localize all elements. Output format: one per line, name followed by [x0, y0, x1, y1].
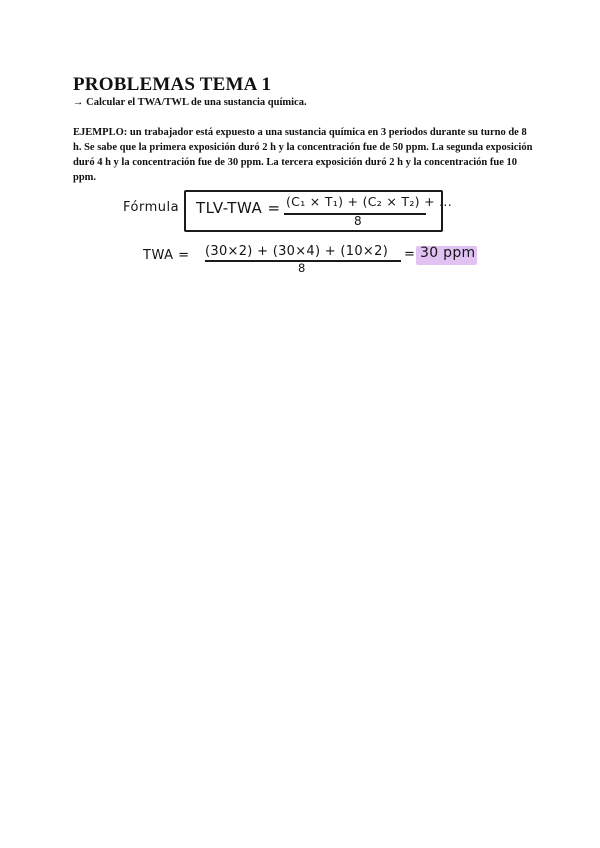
- calculation-equals: =: [404, 247, 415, 262]
- subtitle: → Calcular el TWA/TWL de una sustancia química.: [73, 97, 307, 108]
- calculation-result: 30 ppm: [420, 245, 476, 261]
- page-title: PROBLEMAS TEMA 1: [73, 74, 272, 95]
- example-paragraph: [73, 125, 535, 185]
- formula-denominator: 8: [354, 214, 362, 228]
- formula-numerator: (C₁ × T₁) + (C₂ × T₂) + ...: [286, 194, 452, 209]
- formula-label: Fórmula: [123, 200, 180, 215]
- calculation-lhs: TWA =: [143, 248, 190, 263]
- formula-lhs: TLV-TWA =: [196, 199, 281, 217]
- calculation-numerator: (30×2) + (30×4) + (10×2): [205, 244, 389, 259]
- example-label: EJEMPLO: [73, 127, 124, 138]
- example-text: : un trabajador está expuesto a una sustancia química en 3 periodos durante su turno de 8 h. Se sabe que la primera exposición duró 2 h y la concentración fue de 50 ppm. La segunda exposición duró 4 h y la concentración fue de 30 ppm. La tercera exposición duró 2 h y la concentración fue 10 ppm.: [73, 127, 533, 183]
- calculation-denominator: 8: [298, 261, 306, 275]
